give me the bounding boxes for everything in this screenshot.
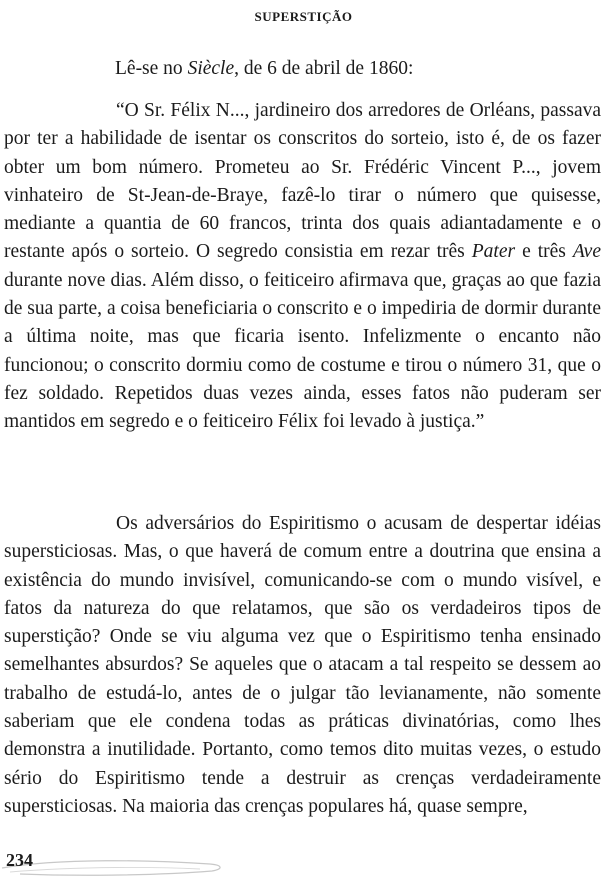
quote-ave: Ave [572, 241, 601, 263]
quote-paragraph [4, 97, 601, 437]
intro-source: Siècle [187, 58, 235, 79]
quote-between: e três [515, 241, 573, 263]
page-title: SUPERSTIÇÃO [254, 9, 353, 24]
page-number: 234 [6, 850, 33, 870]
intro-prefix: Lê-se no [115, 58, 188, 79]
body-paragraph: Os adversários do Espiritismo o acusam de despertar idéias supersticiosas. Mas, o que haverá de comum entre a doutrina que ensina a existência do mundo invisível, comunicando-se com o mundo visível, e fatos da natureza do que relatamos, que são os verdadeiros tipos de superstição? Onde se viu alguma vez que o Espiritismo tenha ensinado semelhantes absurdos? Se aqueles que o atacam a tal respeito se dessem ao trabalho de estudá-lo, antes de o julgar tão levianamente, não somente saberiam que ele condena todas as práticas divinatórias, como lhes demonstra a inutilidade. Portanto, como temos dito muitas vezes, o estudo sério do Espiritismo tende a destruir as crenças verdadeiramente supersticiosas. Na maioria das crenças populares há, quase sempre, [4, 513, 601, 817]
page-ornament-icon [0, 852, 230, 882]
intro-line [115, 58, 413, 80]
quote-text-2: durante nove dias. Além disso, o feiticeiro afirmava que, graças ao que fazia de sua parte, a coisa beneficiaria o conscrito e o impediria de dormir durante a última noite, mas que ficaria isento. Infelizmente o encanto não funcionou; o conscrito dormiu como de costume e tirou o número 31, que o fez soldado. Repetidos duas vezes ainda, esses fatos não puderam ser mantidos em segredo e o feiticeiro Félix foi levado à justiça.” [4, 269, 601, 433]
intro-suffix: , de 6 de abril de 1860: [234, 58, 414, 79]
quote-text-1: “O Sr. Félix N..., jardineiro dos arredores de Orléans, passava por ter a habilidade de isentar os conscritos do sorteio, isto é, de os fazer obter um bom número. Prometeu ao Sr. Frédéric Vincent P..., jovem vinhateiro de St-Jean-de-Braye, fazê-lo tirar o número que quisesse, mediante a quantia de 60 francos, trinta dos quais adiantadamente e o restante após o sorteio. O segredo consistia em rezar três [4, 100, 601, 263]
quote-pater: Pater [471, 241, 516, 263]
